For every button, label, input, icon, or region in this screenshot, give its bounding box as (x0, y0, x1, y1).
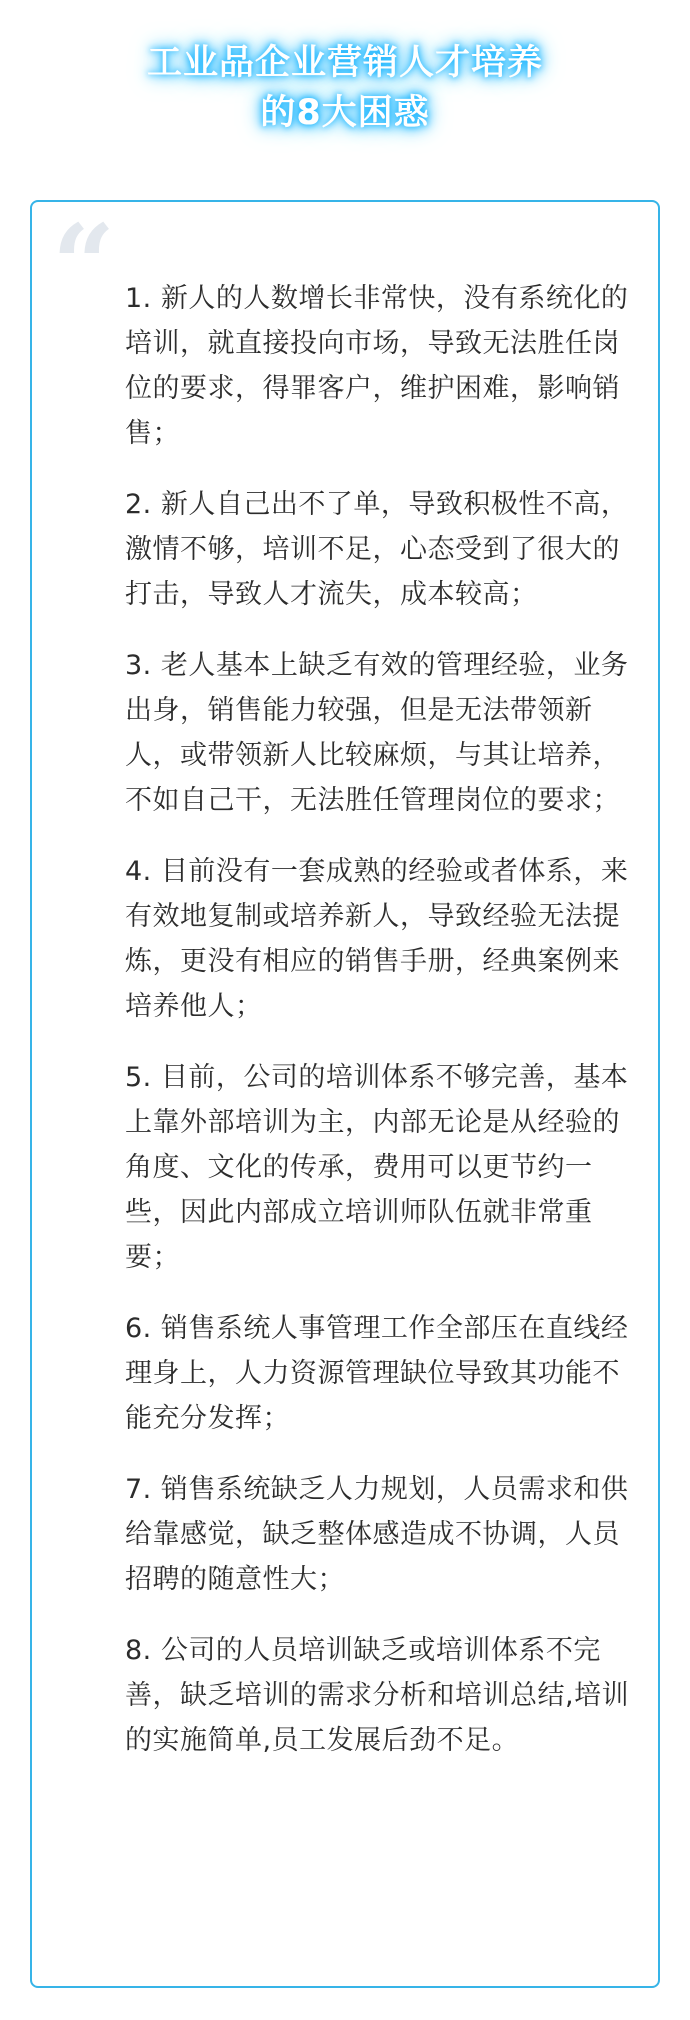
list-item: 8. 公司的人员培训缺乏或培训体系不完善，缺乏培训的需求分析和培训总结,培训的实施简单,员工发展后劲不足。 (125, 1635, 630, 1756)
left-quote-icon: “ (52, 200, 116, 329)
list-item: 6. 销售系统人事管理工作全部压在直线经理身上，人力资源管理缺位导致其功能不能充分发挥； (125, 1313, 629, 1434)
list-item: 2. 新人自己出不了单，导致积极性不高，激情不够，培训不足，心态受到了很大的打击，导致人才流失，成本较高； (125, 489, 629, 610)
list-item: 1. 新人的人数增长非常快，没有系统化的培训，就直接投向市场，导致无法胜任岗位的要求，得罪客户，维护困难，影响销售； (125, 283, 629, 449)
list-item: 4. 目前没有一套成熟的经验或者体系，来有效地复制或培养新人，导致经验无法提炼，更没有相应的销售手册，经典案例来培养他人； (125, 856, 629, 1022)
list-item: 5. 目前，公司的培训体系不够完善，基本上靠外部培训为主，内部无论是从经验的角度、文化的传承，费用可以更节约一些，因此内部成立培训师队伍就非常重要； (125, 1062, 629, 1273)
page-title-line-1: 工业品企业营销人才培养 (146, 43, 543, 83)
confusion-list (125, 276, 645, 1789)
content-card (30, 200, 660, 1988)
page-title-line-2: 的8大困惑 (260, 93, 430, 133)
list-item: 3. 老人基本上缺乏有效的管理经验，业务出身，销售能力较强，但是无法带领新人，或带领新人比较麻烦，与其让培养，不如自己干，无法胜任管理岗位的要求； (125, 650, 629, 816)
page-title (0, 38, 690, 138)
list-item: 7. 销售系统缺乏人力规划，人员需求和供给靠感觉，缺乏整体感造成不协调，人员招聘的随意性大； (125, 1474, 629, 1595)
